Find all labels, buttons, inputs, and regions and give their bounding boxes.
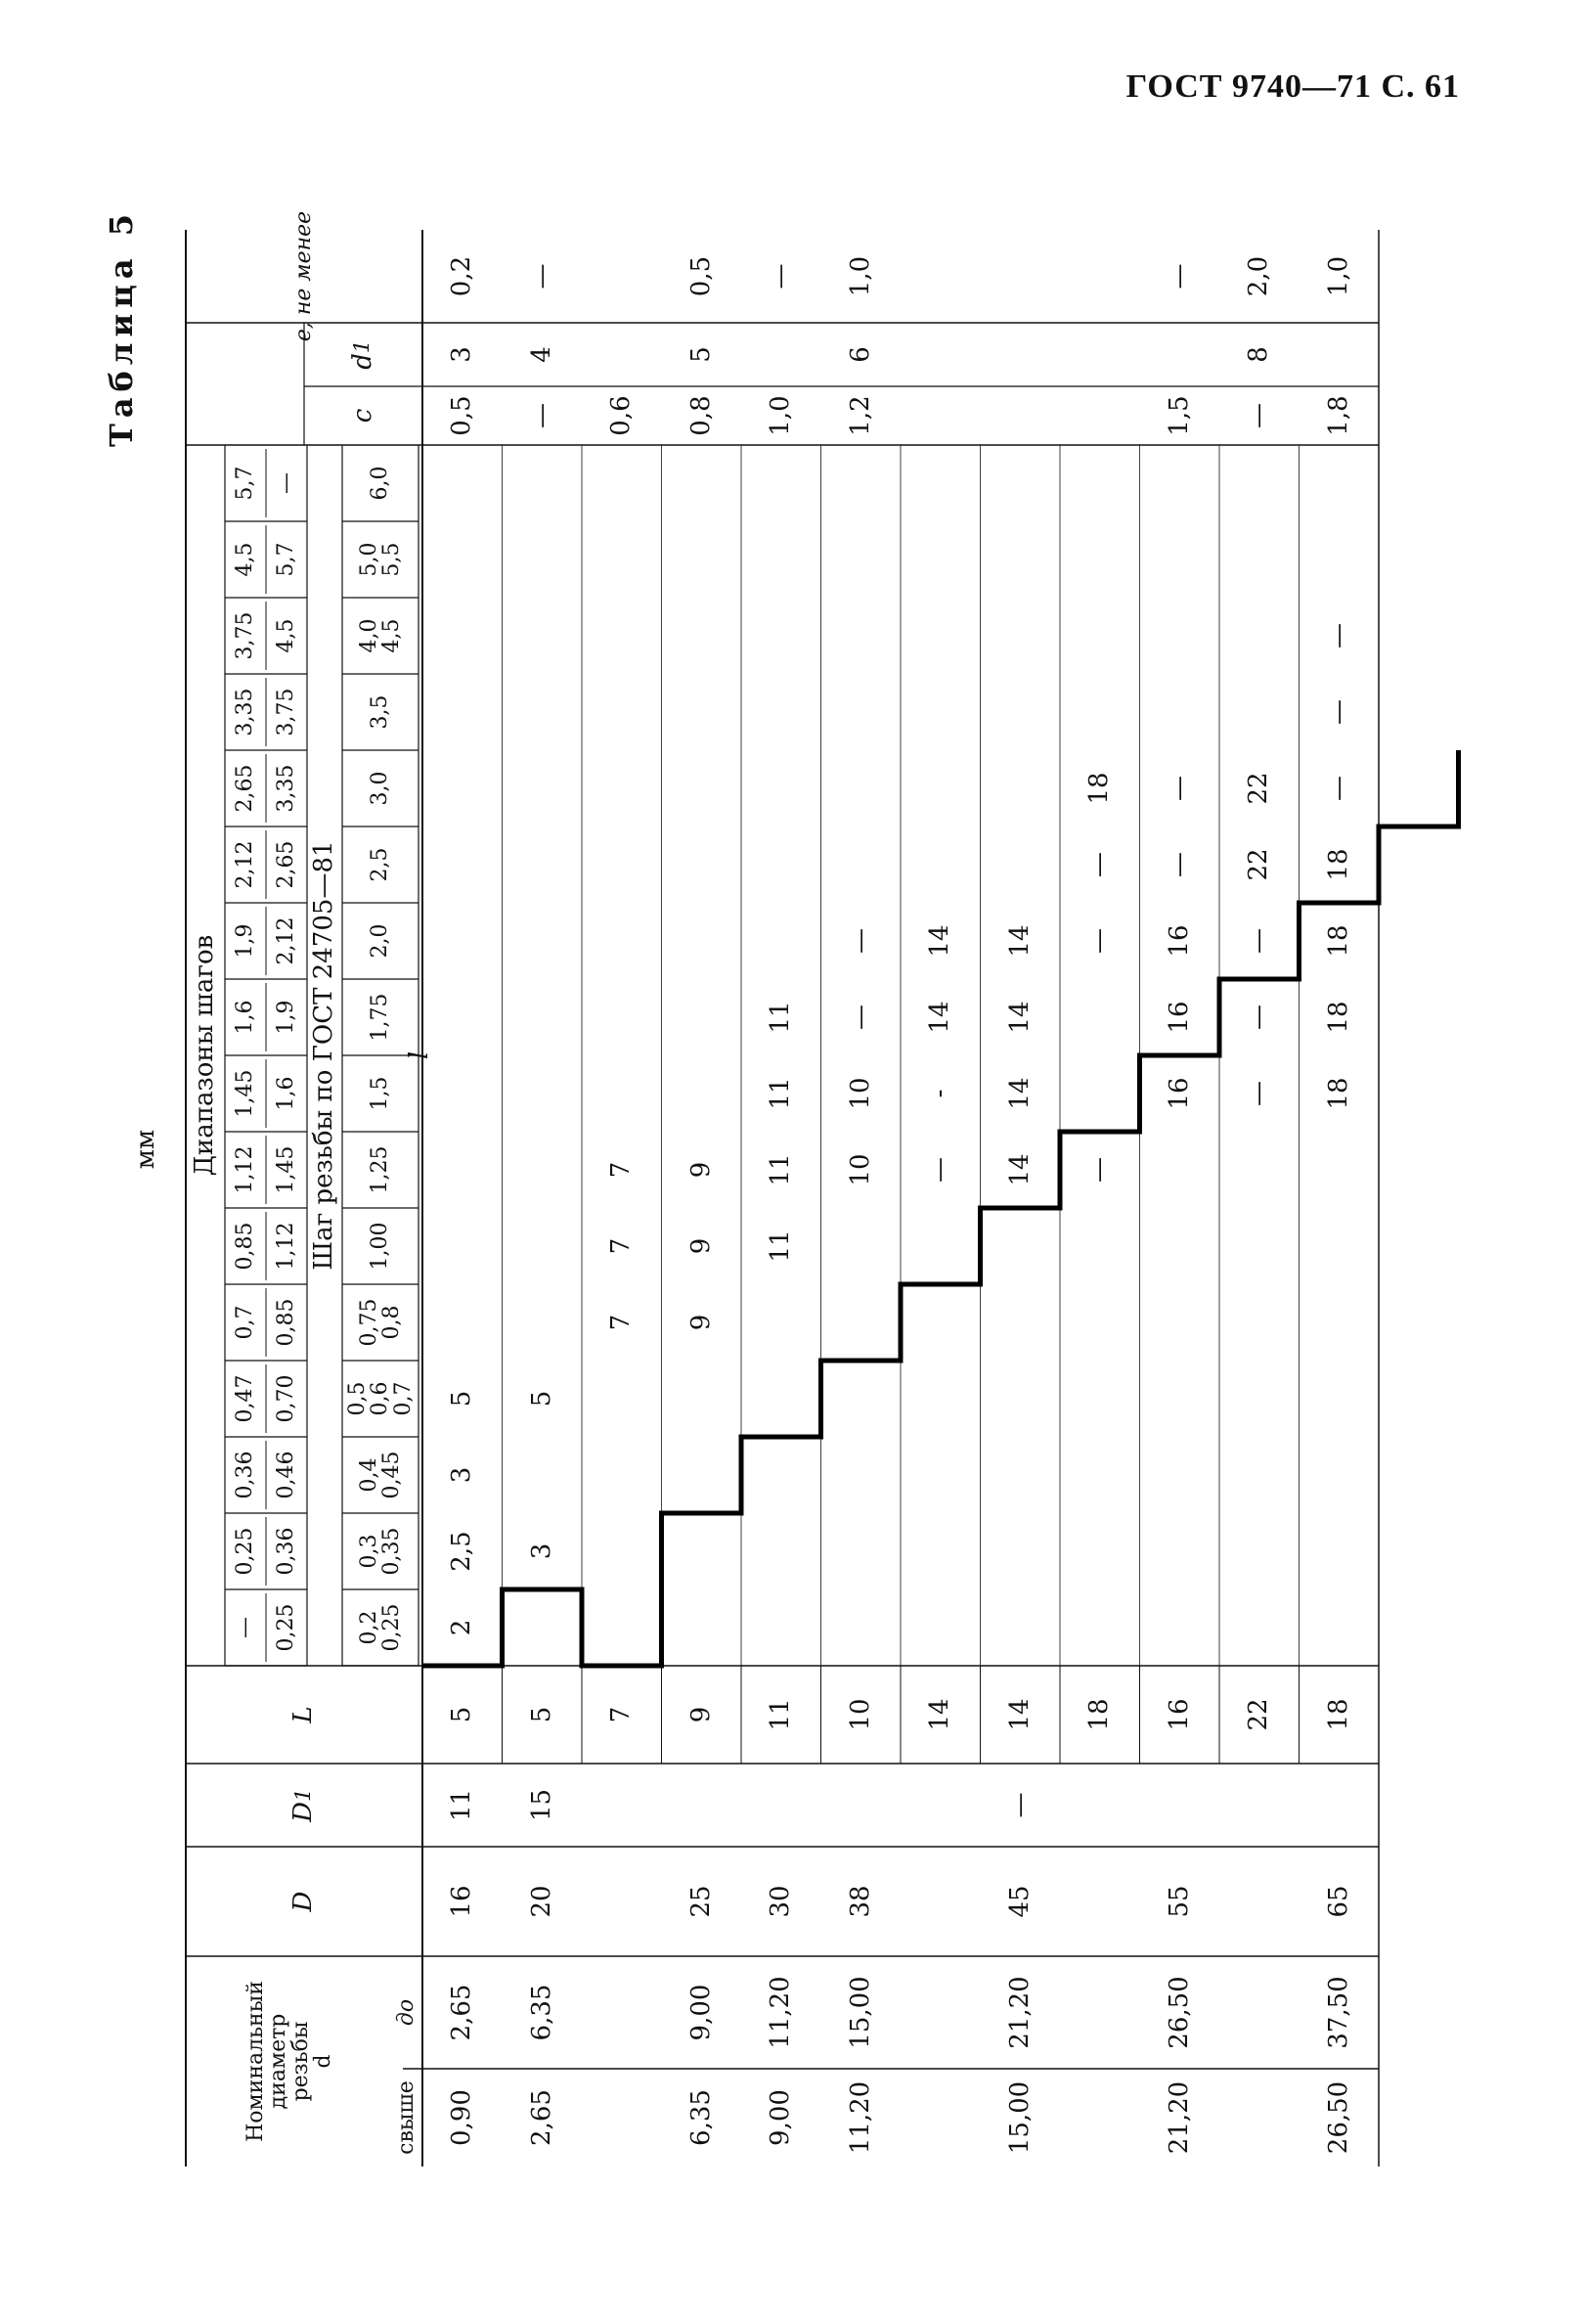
row-d1: 8 <box>1244 346 1274 363</box>
row-over: 9,00 <box>766 2089 796 2146</box>
l-value: 10 <box>845 1153 875 1186</box>
thread-pitch-value: 0,75 0,8 <box>356 1298 404 1347</box>
step-range-low: 2,12 <box>233 840 258 889</box>
l-value: 18 <box>1323 848 1353 881</box>
step-range-low: 2,65 <box>233 764 258 813</box>
row-e: 1,0 <box>845 255 875 297</box>
row-D: 20 <box>526 1885 556 1918</box>
thread-pitch-value: 0,3 0,35 <box>356 1527 404 1576</box>
l-value: - <box>925 1089 955 1098</box>
thread-pitch-value: 0,5 0,6 0,7 <box>345 1381 416 1416</box>
row-L: 14 <box>925 1698 955 1731</box>
row-D: 16 <box>447 1885 477 1918</box>
l-value: 14 <box>1004 1001 1035 1034</box>
header-D: D <box>288 1891 319 1912</box>
row-c: 0,6 <box>606 395 637 436</box>
header-to: до <box>394 1998 419 2027</box>
row-d1: 6 <box>845 346 875 363</box>
row-d1: 5 <box>685 346 716 363</box>
row-to: 9,00 <box>685 1984 716 2041</box>
l-value: — <box>1244 1081 1274 1106</box>
step-range-low: 0,36 <box>233 1451 258 1499</box>
l-value: 7 <box>606 1237 637 1255</box>
step-range-high: 0,70 <box>274 1374 299 1423</box>
row-L: 16 <box>1164 1698 1194 1731</box>
l-value: 11 <box>766 1077 796 1110</box>
header-step-ranges: Диапазоны шагов <box>190 934 220 1177</box>
row-over: 2,65 <box>526 2089 556 2146</box>
step-range-high: 1,9 <box>274 1000 299 1035</box>
row-e: 0,2 <box>447 255 477 297</box>
row-e: — <box>526 263 556 290</box>
l-value: 9 <box>685 1161 716 1179</box>
step-range-low: 1,9 <box>233 923 258 959</box>
units-label: мм <box>131 1129 161 1170</box>
step-range-low: 1,12 <box>233 1145 258 1194</box>
row-c: 1,0 <box>766 395 796 436</box>
l-value: 18 <box>1323 1077 1353 1110</box>
l-value: — <box>1164 852 1194 877</box>
thread-pitch-value: 1,5 <box>368 1076 393 1111</box>
row-D: 30 <box>766 1885 796 1918</box>
row-c: — <box>1244 403 1274 428</box>
row-d1: 3 <box>447 346 477 363</box>
row-c: 1,5 <box>1164 395 1194 436</box>
step-range-low: 1,45 <box>233 1069 258 1118</box>
row-c: 1,8 <box>1323 395 1353 436</box>
step-range-low: 0,25 <box>233 1527 258 1576</box>
header-e-min: e, не менее <box>291 210 317 342</box>
step-range-low: 3,75 <box>233 611 258 660</box>
l-value: 5 <box>447 1390 477 1408</box>
l-value: — <box>1244 1005 1274 1030</box>
l-value: 18 <box>1084 772 1115 805</box>
l-value: 9 <box>685 1237 716 1255</box>
l-value: 16 <box>1164 1077 1194 1110</box>
row-to: 6,35 <box>526 1984 556 2041</box>
l-value: — <box>1244 928 1274 954</box>
thread-pitch-value: 1,75 <box>368 993 393 1042</box>
row-e: — <box>1164 263 1194 290</box>
row-D: 55 <box>1164 1885 1194 1918</box>
step-range-high: 4,5 <box>274 618 299 653</box>
row-to: 15,00 <box>845 1976 875 2049</box>
row-over: 26,50 <box>1323 2080 1353 2155</box>
row-c: 1,2 <box>845 395 875 436</box>
row-to: 2,65 <box>447 1984 477 2041</box>
l-value: 2 <box>447 1619 477 1636</box>
l-value: — <box>845 928 875 954</box>
step-range-high: 1,12 <box>274 1222 299 1271</box>
header-nominal-diameter: Номинальный диаметр резьбы d <box>242 1981 336 2142</box>
row-c: 0,8 <box>685 395 716 436</box>
thread-pitch-value: 4,0 4,5 <box>356 618 404 653</box>
header-d1-subscript: 1 <box>350 339 375 354</box>
row-over: 0,90 <box>447 2089 477 2146</box>
l-value: 7 <box>606 1314 637 1331</box>
l-value: 9 <box>685 1314 716 1331</box>
row-e: — <box>766 263 796 290</box>
l-value: 7 <box>606 1161 637 1179</box>
thread-pitch-value: 3,0 <box>368 771 393 806</box>
l-value: — <box>925 1157 955 1183</box>
row-L: 14 <box>1004 1698 1035 1731</box>
l-value: — <box>1084 1157 1115 1183</box>
table-title: Таблица 5 <box>103 208 141 447</box>
l-value: — <box>1323 699 1353 725</box>
row-D: 65 <box>1323 1885 1353 1918</box>
step-range-high: 3,35 <box>274 764 299 813</box>
header-L: L <box>288 1706 319 1723</box>
step-range-high: 1,6 <box>274 1076 299 1111</box>
row-D1: 15 <box>526 1788 556 1822</box>
thread-pitch-value: 6,0 <box>368 466 393 501</box>
l-value: 5 <box>526 1390 556 1408</box>
thread-pitch-value: 2,0 <box>368 923 393 959</box>
thread-pitch-value: 1,25 <box>368 1145 393 1194</box>
table-frame <box>103 152 1379 2167</box>
header-D1-subscript: 1 <box>290 1788 316 1802</box>
step-range-high: 3,75 <box>274 688 299 737</box>
row-over: 6,35 <box>685 2089 716 2146</box>
row-D: 45 <box>1004 1885 1035 1918</box>
l-value: 22 <box>1244 848 1274 881</box>
step-range-low: 3,35 <box>233 688 258 737</box>
l-value: 14 <box>1004 1153 1035 1186</box>
l-value: 14 <box>1004 924 1035 958</box>
step-range-high: 2,12 <box>274 916 299 965</box>
l-value: — <box>1323 776 1353 801</box>
l-value: 16 <box>1164 1001 1194 1034</box>
row-to: 11,20 <box>766 1976 796 2049</box>
l-value: 18 <box>1323 1001 1353 1034</box>
row-D: 25 <box>685 1885 716 1918</box>
step-range-high: 0,46 <box>274 1451 299 1499</box>
row-L: 22 <box>1244 1698 1274 1731</box>
header-d1: d 1 <box>347 339 377 370</box>
header-c: c <box>347 408 377 424</box>
row-D1: — <box>1004 1792 1035 1818</box>
row-D: 38 <box>845 1885 875 1918</box>
thread-pitch-value: 0,4 0,45 <box>356 1451 404 1499</box>
row-d1: 4 <box>526 346 556 363</box>
l-value: 16 <box>1164 924 1194 958</box>
row-L: 7 <box>606 1706 637 1723</box>
row-L: 5 <box>526 1706 556 1723</box>
step-range-high: 0,36 <box>274 1527 299 1576</box>
row-over: 15,00 <box>1004 2080 1035 2155</box>
row-L: 10 <box>845 1698 875 1731</box>
row-L: 5 <box>447 1706 477 1723</box>
step-range-low: 0,7 <box>233 1305 258 1340</box>
row-L: 18 <box>1323 1698 1353 1731</box>
l-value: — <box>1084 852 1115 877</box>
l-value: 11 <box>766 1153 796 1186</box>
l-value: — <box>845 1005 875 1030</box>
row-c: — <box>526 403 556 428</box>
row-L: 11 <box>766 1698 796 1731</box>
header-over: свыше <box>394 2080 419 2155</box>
row-e: 0,5 <box>685 255 716 297</box>
page-header: ГОСТ 9740—71 С. 61 <box>1125 68 1460 105</box>
step-range-high: 1,45 <box>274 1145 299 1194</box>
thread-pitch-value: 5,0 5,5 <box>356 542 404 577</box>
row-to: 37,50 <box>1323 1976 1353 2049</box>
l-value: 22 <box>1244 772 1274 805</box>
l-value: 11 <box>766 1229 796 1263</box>
row-to: 26,50 <box>1164 1976 1194 2049</box>
l-value: 10 <box>845 1077 875 1110</box>
l-value: 14 <box>925 1001 955 1034</box>
row-D1: 11 <box>447 1788 477 1822</box>
row-e: 2,0 <box>1244 255 1274 297</box>
l-value: 3 <box>526 1542 556 1560</box>
header-l-symbol: l <box>405 1050 435 1060</box>
step-range-low: 4,5 <box>233 542 258 577</box>
thread-pitch-value: 2,5 <box>368 847 393 882</box>
thread-pitch-value: 3,5 <box>368 694 393 730</box>
l-value: 14 <box>925 924 955 958</box>
row-to: 21,20 <box>1004 1976 1035 2049</box>
step-range-low: 1,6 <box>233 1000 258 1035</box>
step-range-high: 2,65 <box>274 840 299 889</box>
l-value: 2,5 <box>447 1531 477 1572</box>
row-c: 0,5 <box>447 395 477 436</box>
thread-pitch-value: 1,00 <box>368 1222 393 1271</box>
l-value: — <box>1084 928 1115 954</box>
row-e: 1,0 <box>1323 255 1353 297</box>
step-range-high: 5,7 <box>274 542 299 577</box>
thread-pitch-value: 0,2 0,25 <box>356 1603 404 1652</box>
l-value: 3 <box>447 1466 477 1484</box>
header-thread-pitch: Шаг резьбы по ГОСТ 24705—81 <box>309 840 339 1271</box>
step-range-low: 5,7 <box>233 466 258 501</box>
row-over: 11,20 <box>845 2080 875 2155</box>
l-value: 11 <box>766 1001 796 1034</box>
step-range-low: 0,85 <box>233 1222 258 1271</box>
row-L: 9 <box>685 1706 716 1723</box>
step-range-high: — <box>274 472 299 494</box>
row-over: 21,20 <box>1164 2080 1194 2155</box>
right-header-blank <box>186 323 304 445</box>
l-value: — <box>1164 776 1194 801</box>
header-D1: D 1 <box>288 1788 319 1822</box>
row-L: 18 <box>1084 1698 1115 1731</box>
l-value: 14 <box>1004 1077 1035 1110</box>
step-range-low: — <box>233 1617 258 1638</box>
step-range-high: 0,25 <box>274 1603 299 1652</box>
step-range-high: 0,85 <box>274 1298 299 1347</box>
l-value: — <box>1323 623 1353 648</box>
step-range-low: 0,47 <box>233 1374 258 1423</box>
l-value: 18 <box>1323 924 1353 958</box>
